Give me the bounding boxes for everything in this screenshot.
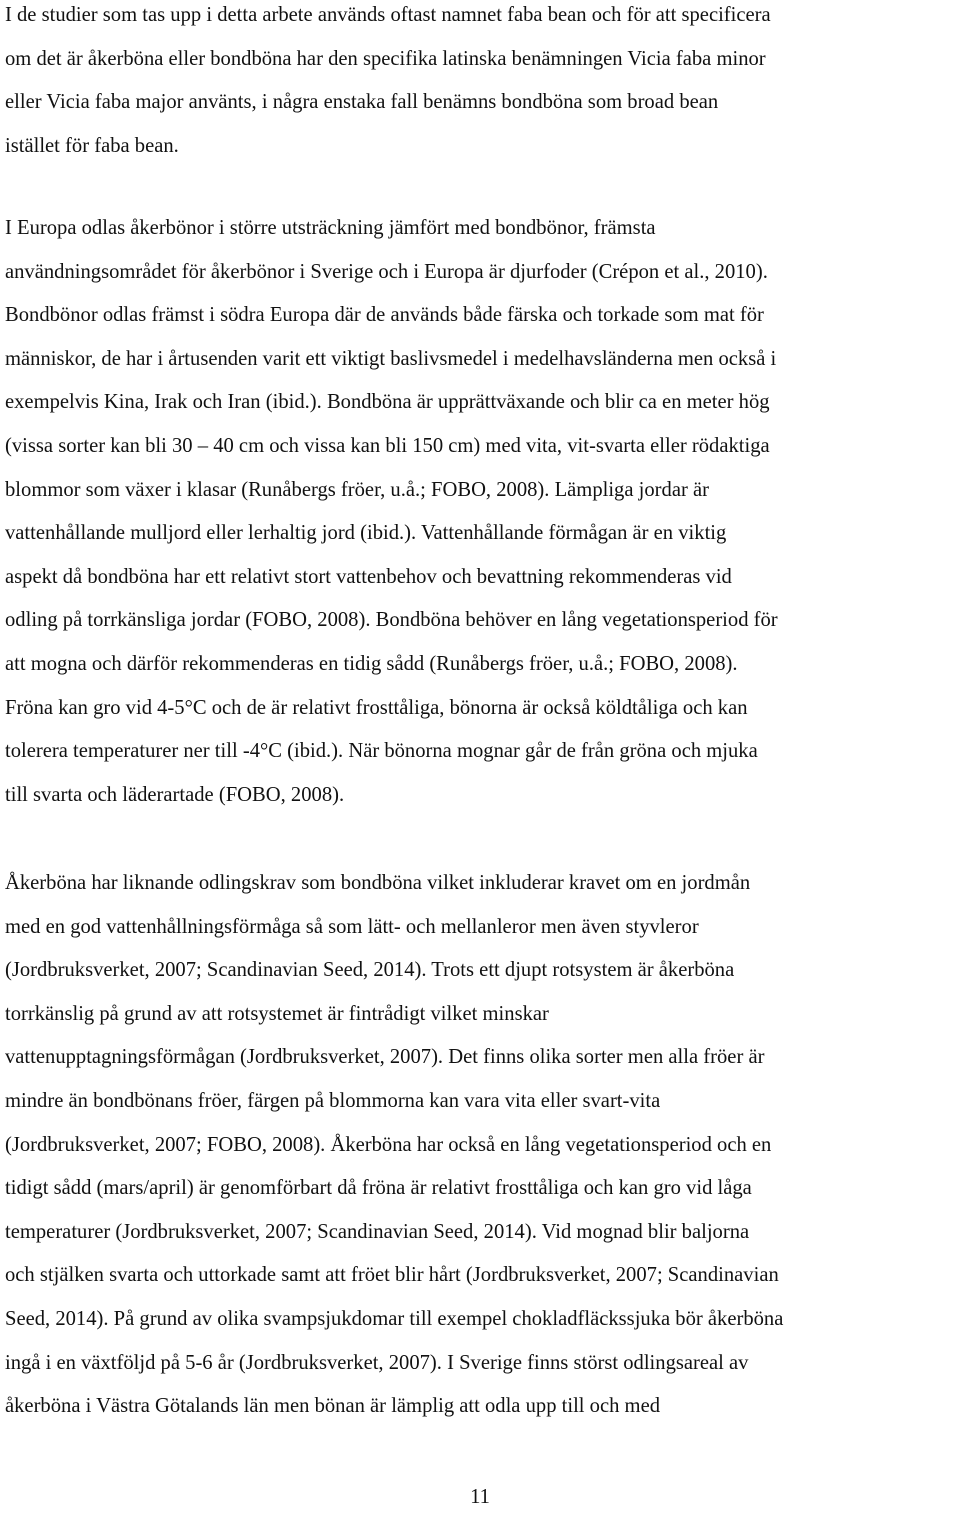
paragraph-faba-bean-terminology <box>5 0 771 168</box>
text-line: I de studier som tas upp i detta arbete används oftast namnet faba bean och för att specificera <box>5 4 771 26</box>
text-line: odling på torrkänsliga jordar (FOBO, 2008). Bondböna behöver en lång vegetationsperiod för <box>5 609 778 632</box>
text-line: Seed, 2014). På grund av olika svampsjukdomar till exempel chokladfläckssjuka bör åkerböna <box>5 1307 784 1330</box>
page-number: 11 <box>470 1486 490 1508</box>
text-line: Fröna kan gro vid 4-5°C och de är relativt frosttåliga, bönorna är också köldtåliga och kan <box>5 696 748 719</box>
text-line: istället för faba bean. <box>5 134 179 157</box>
text-line: mindre än bondbönans fröer, färgen på blommorna kan vara vita eller svart-vita <box>5 1089 661 1112</box>
text-line: exempelvis Kina, Irak och Iran (ibid.). Bondböna är upprättväxande och blir ca en meter hög <box>5 391 770 414</box>
text-line: om det är åkerböna eller bondböna har den specifika latinska benämningen Vicia faba minor <box>5 47 766 70</box>
text-line: Åkerböna har liknande odlingskrav som bondböna vilket inkluderar kravet om en jordmån <box>5 872 751 894</box>
text-line: (vissa sorter kan bli 30 – 40 cm och vissa kan bli 150 cm) med vita, vit-svarta eller rödaktiga <box>5 434 770 457</box>
text-line: (Jordbruksverket, 2007; FOBO, 2008). Åkerböna har också en lång vegetationsperiod och en <box>5 1133 772 1156</box>
text-line: människor, de har i årtusenden varit ett viktigt baslivsmedel i medelhavsländerna men också i <box>5 347 777 370</box>
text-line: med en god vattenhållningsförmåga så som lätt- och mellanleror men även styvleror <box>5 915 699 938</box>
text-line: att mogna och därför rekommenderas en tidig sådd (Runåbergs fröer, u.å.; FOBO, 2008). <box>5 652 738 675</box>
text-line: torrkänslig på grund av att rotsystemet är fintrådigt vilket minskar <box>5 1002 549 1025</box>
text-line: I Europa odlas åkerbönor i större utsträckning jämfört med bondbönor, främsta <box>5 217 656 239</box>
text-line: användningsområdet för åkerbönor i Sverige och i Europa är djurfoder (Crépon et al., 2010). <box>5 260 768 283</box>
paragraph-bondbona-cultivation <box>5 207 778 817</box>
text-line: temperaturer (Jordbruksverket, 2007; Scandinavian Seed, 2014). Vid mognad blir baljorna <box>5 1220 750 1243</box>
text-line: ingå i en växtföljd på 5-6 år (Jordbruksverket, 2007). I Sverige finns störst odlingsareal av <box>5 1351 749 1374</box>
text-line: tidigt sådd (mars/april) är genomförbart då fröna är relativt frosttåliga och kan gro vid låga <box>5 1177 752 1200</box>
text-line: åkerböna i Västra Götalands län men bönan är lämplig att odla upp till och med <box>5 1395 661 1418</box>
text-line: vattenhållande mulljord eller lerhaltig jord (ibid.). Vattenhållande förmågan är en viktig <box>5 522 727 545</box>
text-line: aspekt då bondböna har ett relativt stort vattenbehov och bevattning rekommenderas vid <box>5 565 732 588</box>
paragraph-akerbona-cultivation <box>5 862 783 1429</box>
text-line: Bondbönor odlas främst i södra Europa där de används både färska och torkade som mat för <box>5 304 764 327</box>
text-line: blommor som växer i klasar (Runåbergs fröer, u.å.; FOBO, 2008). Lämpliga jordar är <box>5 478 709 501</box>
text-line: vattenupptagningsförmågan (Jordbruksverket, 2007). Det finns olika sorter men alla fröer är <box>5 1046 765 1069</box>
text-line: (Jordbruksverket, 2007; Scandinavian Seed, 2014). Trots ett djupt rotsystem är åkerböna <box>5 959 735 982</box>
text-line: till svarta och läderartade (FOBO, 2008). <box>5 783 345 806</box>
text-line: eller Vicia faba major använts, i några enstaka fall benämns bondböna som broad bean <box>5 91 719 114</box>
text-line: och stjälken svarta och uttorkade samt att fröet blir hårt (Jordbruksverket, 2007; Scandinavian <box>5 1264 779 1287</box>
text-line: tolerera temperaturer ner till -4°C (ibid.). När bönorna mognar går de från gröna och mjuka <box>5 740 758 763</box>
